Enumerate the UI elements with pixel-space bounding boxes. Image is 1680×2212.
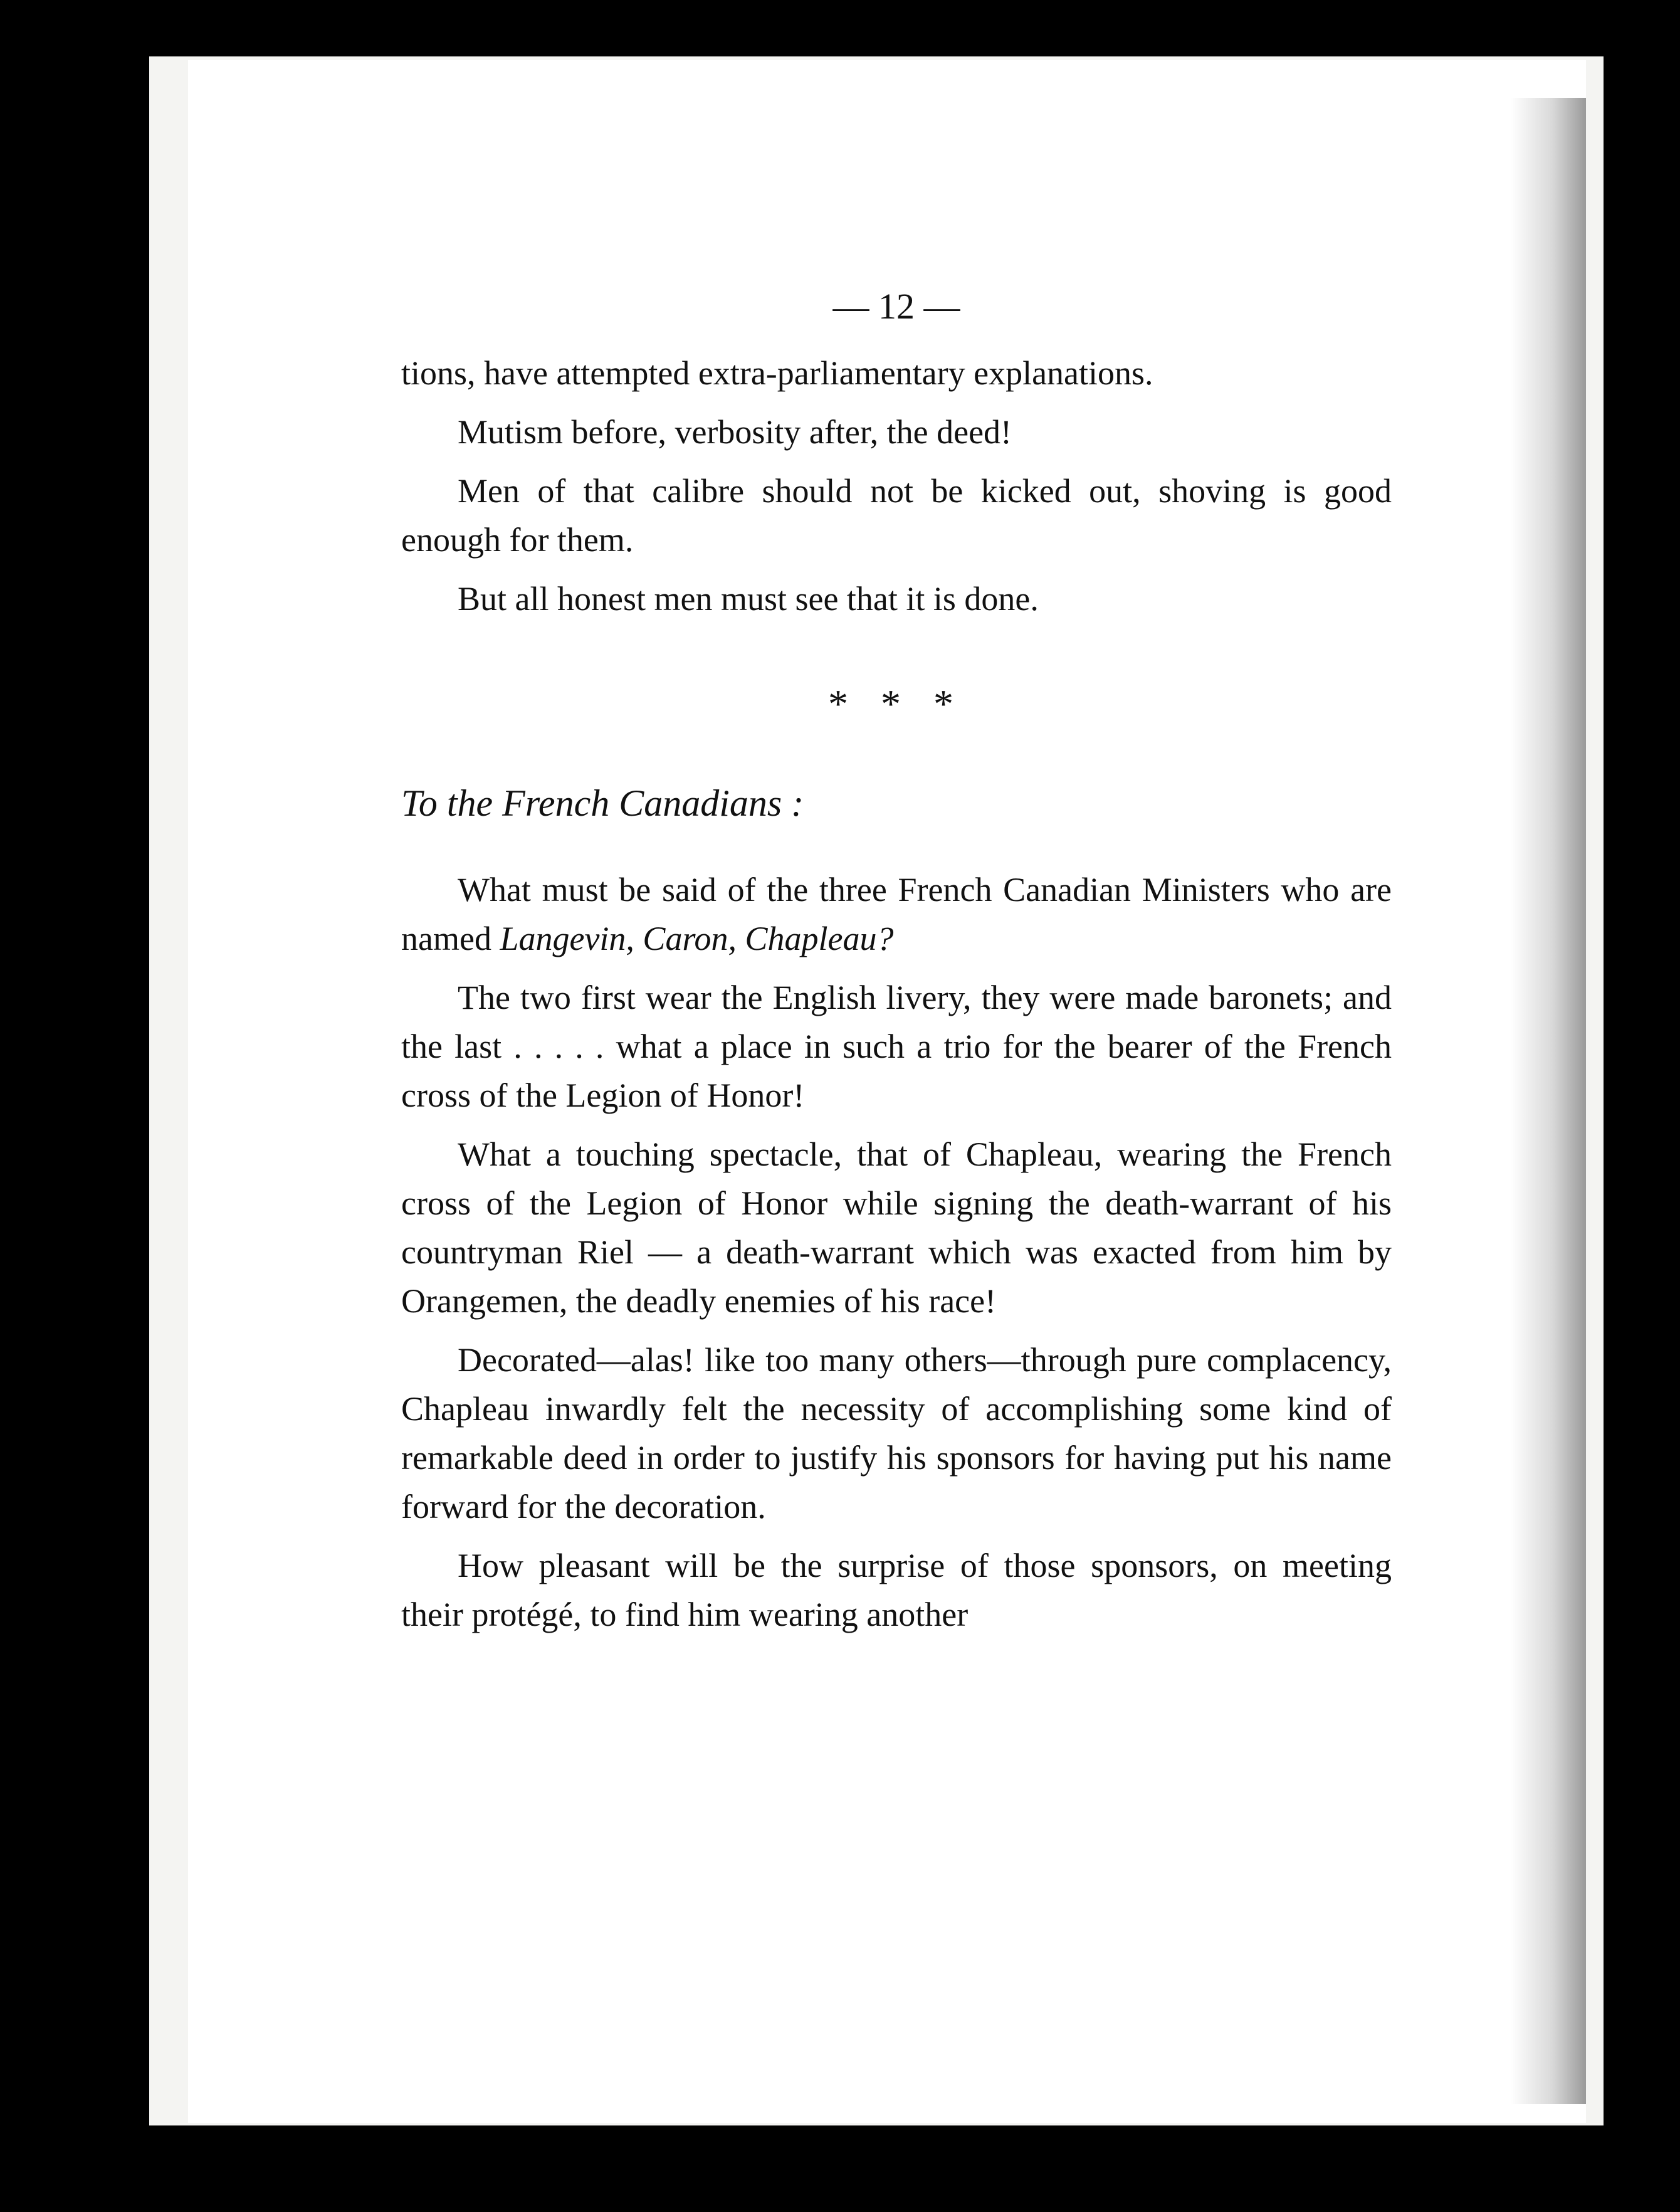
paragraph: Men of that calibre should not be kicked out, shoving is good enough for them. (401, 472, 1392, 559)
paragraph: How pleasant will be the surprise of those sponsors, on meeting their protégé, to find him wearing another (401, 1547, 1392, 1633)
minister-names: Langevin, Caron, Chapleau? (500, 920, 894, 957)
page-curl-shadow (1511, 98, 1586, 2104)
paragraph: Mutism before, verbosity after, the deed! (458, 413, 1012, 451)
paragraph: The two first wear the English livery, they were made baronets; and the last . . . . . what a place in such a trio for the bearer of the French cross of the Legion of Honor! (401, 979, 1392, 1114)
section-heading: To the French Canadians : (401, 782, 804, 824)
paragraph-text: What must be said of the three French Canadian Ministers who are named (401, 871, 1392, 957)
paragraph-continuation: tions, have attempted extra-parliamentary explanations. (401, 354, 1153, 392)
paragraph: But all honest men must see that it is done. (458, 580, 1039, 618)
paragraph-ministers (401, 865, 1392, 963)
paragraph: What a touching spectacle, that of Chapleau, wearing the French cross of the Legion of Honor while signing the death-warrant of his countryman Riel — a death-warrant which was exacted from him by Orangemen, the deadly enemies of his race! (401, 1135, 1392, 1320)
page-number: — 12 — (832, 286, 960, 327)
page-text (401, 282, 1392, 1649)
section-break: * * * (828, 682, 965, 726)
paragraph: Decorated—alas! like too many others—through pure complacency, Chapleau inwardly felt the necessity of accomplishing some kind of remarkable deed in order to justify his sponsors for having put his name forward for the decoration. (401, 1341, 1392, 1525)
